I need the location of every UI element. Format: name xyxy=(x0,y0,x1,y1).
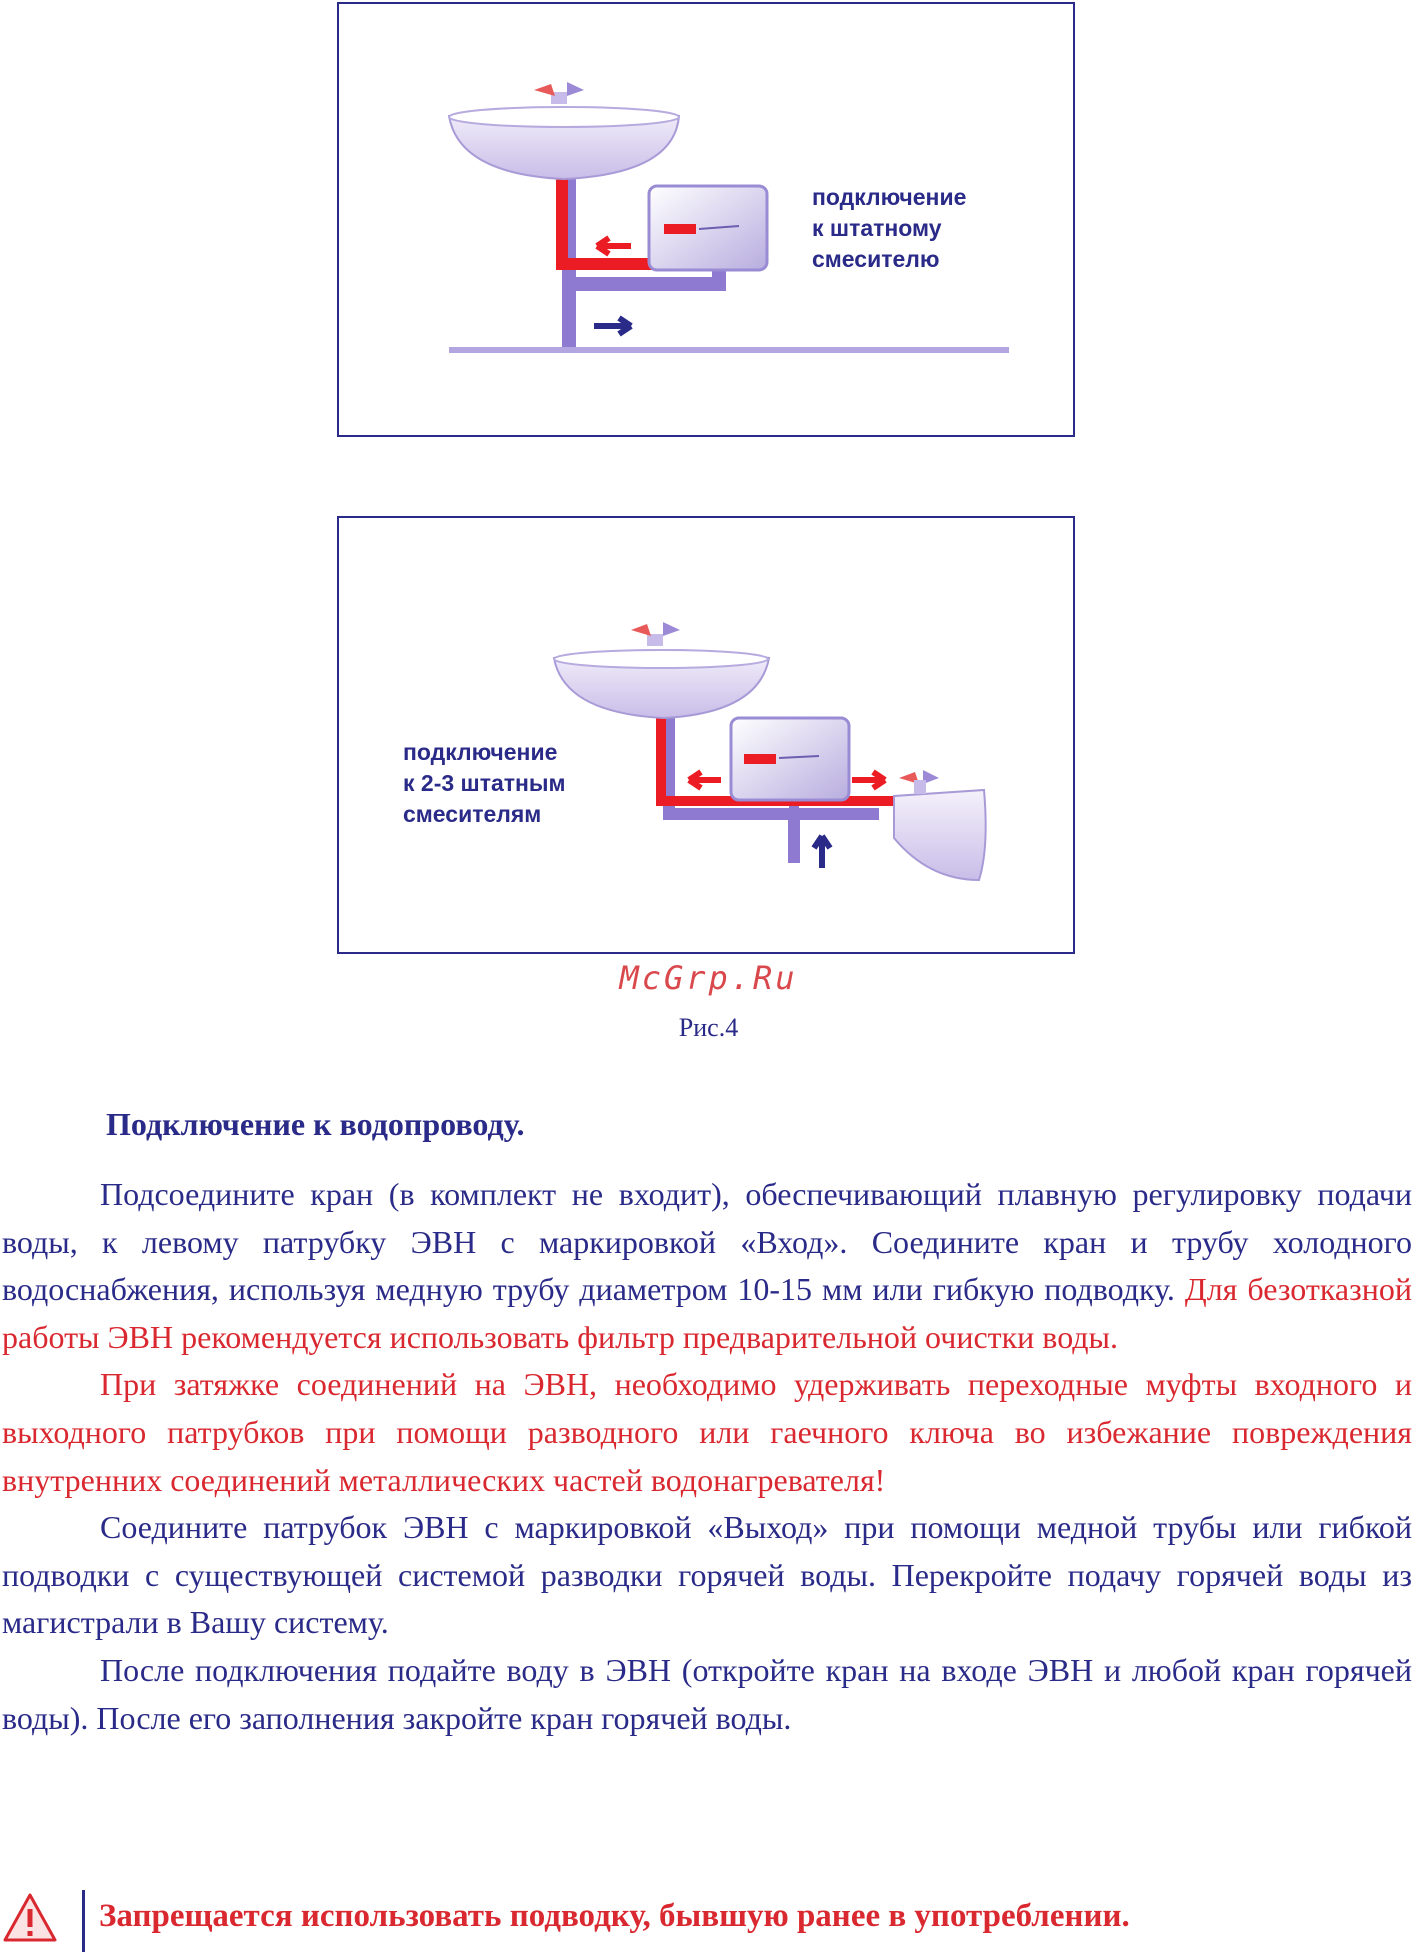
watermark: McGrp.Ru xyxy=(619,959,798,997)
hot-flow-arrow-right xyxy=(852,772,885,788)
warning-text: Запрещается использовать подводку, бывшую ранее в употреблении. xyxy=(99,1898,1130,1934)
hot-flow-arrow xyxy=(597,238,631,254)
warning-divider xyxy=(82,1890,85,1952)
paragraph-red-text: Для безотказной работы ЭВН рекомендуется использовать фильтр предварительной очистки воды. xyxy=(2,1271,1413,1355)
label-line: подключение xyxy=(403,739,558,765)
cold-tap-handle xyxy=(663,622,680,636)
second-sink-shape xyxy=(894,790,986,880)
label-line: подключение xyxy=(812,184,967,210)
paragraph-red-text: При затяжке соединений на ЭВН, необходимо удерживать переходные муфты входного и выходного патрубков при помощи разводного или гаечного ключа во избежание повреждения внутренних соединений металлических частей водонагревателя! xyxy=(2,1366,1412,1498)
cold-flow-arrow xyxy=(594,318,631,334)
heater-logo xyxy=(664,224,696,234)
figure-caption: Рис.4 xyxy=(678,1013,739,1042)
hot-tap-handle xyxy=(631,624,651,636)
paragraph xyxy=(2,1504,1412,1647)
heater-logo xyxy=(744,754,776,764)
figure-multiple-mixers xyxy=(337,516,1075,954)
label-line: к штатному xyxy=(812,215,942,241)
paragraph xyxy=(2,1647,1412,1742)
paragraph-text: Подсоедините кран (в комплект не входит), обеспечивающий плавную регулировку подачи воды, к левому патрубку ЭВН с маркировкой «Вход». Соедините кран и трубу холодного водоснабжения, используя медную трубу диаметром 10-15 мм или гибкую подводку. xyxy=(2,1176,1412,1308)
multiple-mixers-diagram xyxy=(339,518,1073,949)
floor-line xyxy=(449,347,1009,353)
figure-single-mixer-label xyxy=(812,182,966,275)
figure-multiple-mixers-label xyxy=(403,737,566,830)
warning-notice xyxy=(0,1890,1417,1950)
label-line: к 2-3 штатным xyxy=(403,770,566,796)
cold-flow-arrow xyxy=(814,836,830,868)
figure-single-mixer xyxy=(337,2,1075,437)
hot-tap-handle xyxy=(534,84,555,96)
cold-tap-handle xyxy=(567,82,584,96)
body-text xyxy=(2,1171,1412,1742)
paragraph-text: Соедините патрубок ЭВН с маркировкой «Выход» при помощи медной трубы или гибкой подводки с существующей системой разводки горячей воды. Перекройте подачу горячей воды из магистрали в Вашу систему. xyxy=(2,1509,1412,1641)
warning-triangle-icon xyxy=(2,1892,58,1944)
label-line: смесителям xyxy=(403,801,542,827)
paragraph xyxy=(2,1361,1412,1504)
paragraph xyxy=(2,1171,1412,1361)
hot-flow-arrow-left xyxy=(689,772,721,788)
section-title: Подключение к водопроводу. xyxy=(106,1106,525,1142)
paragraph-text: После подключения подайте воду в ЭВН (откройте кран на входе ЭВН и любой кран горячей воды). После его заполнения закройте кран горячей воды. xyxy=(2,1651,1412,1736)
cold-water-pipe xyxy=(569,266,719,347)
label-line: смесителю xyxy=(812,246,940,272)
